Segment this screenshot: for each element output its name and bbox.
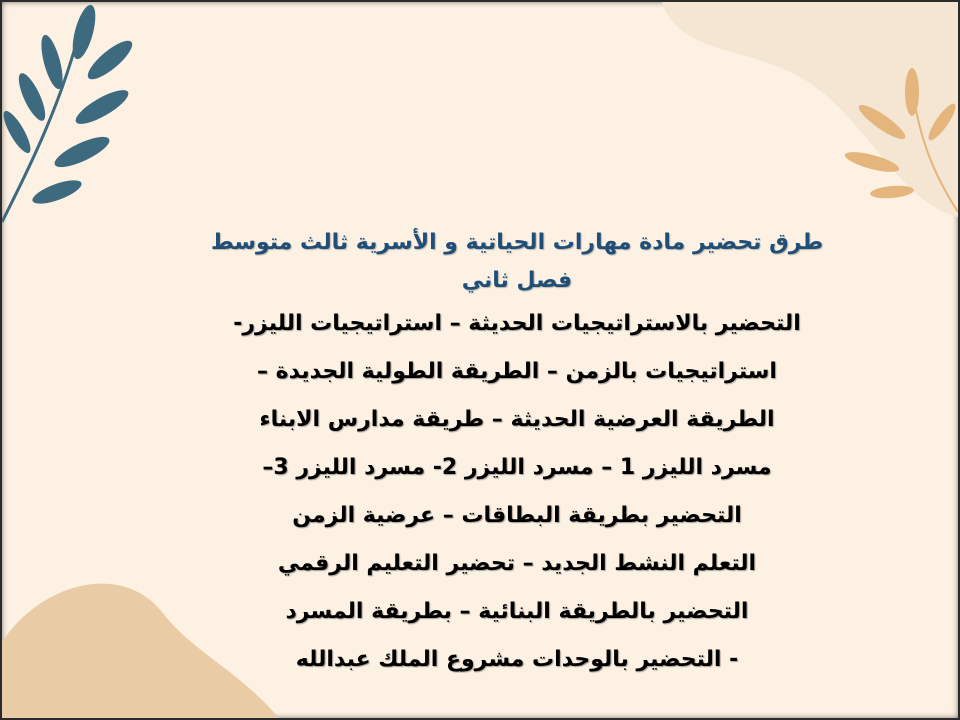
body-line: التحضير بالطريقة البنائية – بطريقة المسرد: [285, 599, 749, 624]
gold-leaf-branch-icon: [822, 62, 958, 212]
body-line: - التحضير بالوحدات مشروع الملك عبدالله: [295, 647, 739, 672]
blue-leaf-branch-icon: [2, 2, 142, 232]
slide-text: [142, 224, 892, 684]
body-line: التحضير بالاستراتيجيات الحديثة – استراتيجيات الليزر-: [233, 311, 801, 336]
body-line: الطريقة العرضية الحديثة – طريقة مدارس الابناء: [259, 407, 775, 432]
slide: [2, 2, 958, 718]
body-line: استراتيجيات بالزمن – الطريقة الطولية الجديدة –: [257, 359, 777, 384]
slide-title-line: طرق تحضير مادة مهارات الحياتية و الأسرية ثالث متوسط: [210, 230, 824, 255]
body-line: مسرد الليزر 1 – مسرد الليزر 2- مسرد الليزر 3–: [262, 455, 772, 480]
body-line: التحضير بطريقة البطاقات – عرضية الزمن: [292, 503, 742, 528]
body-line: التعلم النشط الجديد – تحضير التعليم الرقمي: [277, 551, 757, 576]
slide-title-line: فصل ثاني: [461, 268, 573, 293]
